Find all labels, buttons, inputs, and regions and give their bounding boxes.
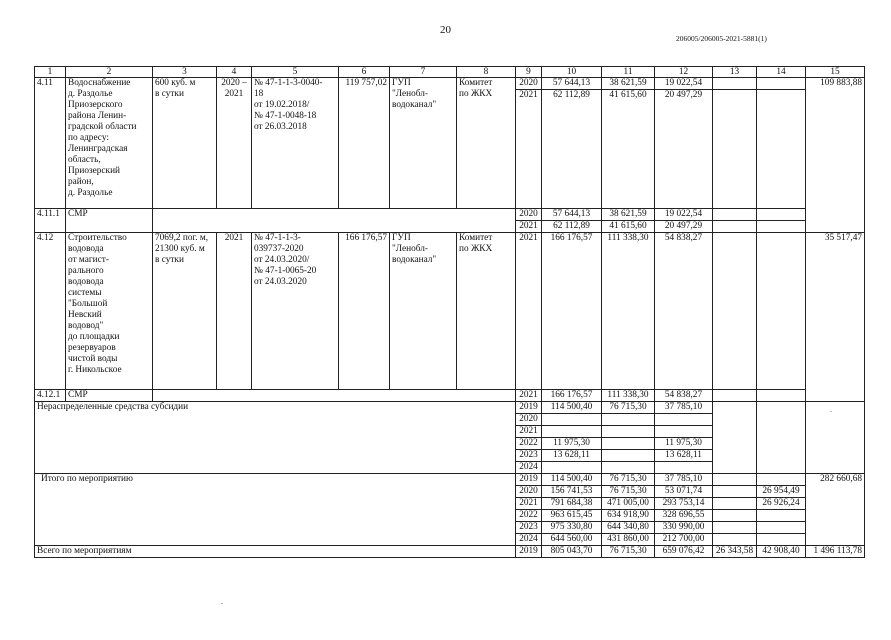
year-cell: 2024: [516, 534, 542, 546]
value-cell: 38 621,59: [602, 78, 655, 90]
year-cell: 2020: [516, 486, 542, 498]
value-cell: 76 715,30: [602, 546, 655, 558]
value-cell: 659 076,42: [655, 546, 713, 558]
value-cell: 431 860,00: [602, 534, 655, 546]
value-cell: [713, 402, 757, 474]
value-cell: [757, 209, 806, 221]
value-cell: 634 918,90: [602, 510, 655, 522]
value-cell: [655, 426, 713, 438]
item-total: 35 517,47: [806, 233, 865, 402]
value-cell: 19 022,54: [655, 78, 713, 90]
value-cell: [713, 209, 757, 221]
value-cell: [713, 486, 757, 498]
value-cell: 111 338,30: [602, 233, 655, 390]
item-committee: Комитет по ЖКХ: [457, 78, 516, 209]
header-cell: 4: [217, 67, 252, 78]
value-cell: 37 785,10: [655, 402, 713, 414]
value-cell: 11 975,30: [655, 438, 713, 450]
empty-cell: [153, 209, 516, 233]
value-cell: 76 715,30: [602, 486, 655, 498]
table-row: [35, 402, 865, 414]
header-cell: 6: [339, 67, 390, 78]
year-cell: 2019: [516, 474, 542, 486]
header-cell: 2: [66, 67, 153, 78]
item-cost: 119 757,02: [339, 78, 390, 209]
header-cell: 11: [602, 67, 655, 78]
value-cell: 166 176,57: [542, 233, 602, 390]
header-cell: 13: [713, 67, 757, 78]
value-cell: 57 644,13: [542, 78, 602, 90]
value-cell: [655, 414, 713, 426]
value-cell: 156 741,53: [542, 486, 602, 498]
value-cell: 805 043,70: [542, 546, 602, 558]
year-cell: 2022: [516, 438, 542, 450]
value-cell: 13 628,11: [655, 450, 713, 462]
value-cell: [602, 414, 655, 426]
total-all-label: Всего по мероприятиям: [35, 546, 516, 558]
value-cell: 13 628,11: [542, 450, 602, 462]
value-cell: 166 176,57: [542, 390, 602, 402]
year-cell: 2023: [516, 522, 542, 534]
value-cell: [542, 462, 602, 474]
header-cell: 9: [516, 67, 542, 78]
value-cell: [713, 90, 757, 209]
sub-item-name: СМР: [66, 390, 153, 402]
item-cost: 166 176,57: [339, 233, 390, 390]
value-cell: [542, 414, 602, 426]
year-cell: 2022: [516, 510, 542, 522]
value-cell: 42 908,40: [757, 546, 806, 558]
value-cell: 76 715,30: [602, 402, 655, 414]
year-cell: 2023: [516, 450, 542, 462]
value-cell: [713, 233, 757, 390]
value-cell: 62 112,89: [542, 90, 602, 209]
table-row: [35, 233, 865, 390]
scan-speck: [830, 411, 832, 412]
item-document: № 47-1-1-3- 039737-2020 от 24.03.2020/ № 47-1-0065-20 от 24.03.2020: [252, 233, 339, 390]
value-cell: [713, 390, 757, 402]
item-total: 109 883,88: [806, 78, 865, 233]
value-cell: 328 696,55: [655, 510, 713, 522]
value-cell: 975 330,80: [542, 522, 602, 534]
value-cell: [713, 78, 757, 90]
value-cell: 330 990,00: [655, 522, 713, 534]
scan-speck: [221, 603, 223, 604]
header-cell: 5: [252, 67, 339, 78]
item-capacity: 600 куб. м в сутки: [153, 78, 217, 209]
table-row: [35, 78, 865, 90]
year-cell: 2020: [516, 209, 542, 221]
year-cell: 2019: [516, 546, 542, 558]
value-cell: 53 071,74: [655, 486, 713, 498]
table-row: [35, 390, 865, 402]
year-cell: 2020: [516, 78, 542, 90]
total-event-sum: 282 660,68: [806, 474, 865, 546]
document-id: 206005/206005-2021-5881(1): [676, 34, 767, 43]
value-cell: 26 954,49: [757, 486, 806, 498]
value-cell: 791 684,38: [542, 498, 602, 510]
value-cell: 41 615,60: [602, 221, 655, 233]
header-cell: 1: [35, 67, 66, 78]
sub-item-number: 4.12.1: [35, 390, 66, 402]
item-name: Водоснабжение д. Раздолье Приозерского района Ленин- градской области по адресу: Ленинградская область, Приозерский район, д. Раздолье: [66, 78, 153, 209]
value-cell: 76 715,30: [602, 474, 655, 486]
value-cell: [757, 510, 806, 522]
item-document: № 47-1-1-3-0040- 18 от 19.02.2018/ № 47-1-0048-18 от 26.03.2018: [252, 78, 339, 209]
value-cell: [757, 233, 806, 390]
item-committee: Комитет по ЖКХ: [457, 233, 516, 390]
header-cell: 3: [153, 67, 217, 78]
value-cell: 54 838,27: [655, 233, 713, 390]
value-cell: [713, 474, 757, 486]
value-cell: 114 500,40: [542, 474, 602, 486]
value-cell: 20 497,29: [655, 90, 713, 209]
value-cell: 20 497,29: [655, 221, 713, 233]
value-cell: 963 615,45: [542, 510, 602, 522]
budget-table: [34, 66, 865, 558]
year-cell: 2024: [516, 462, 542, 474]
header-cell: 14: [757, 67, 806, 78]
grand-total: 1 496 113,78: [806, 546, 865, 558]
page-number: 20: [440, 24, 451, 36]
year-cell: 2021: [516, 426, 542, 438]
value-cell: [713, 534, 757, 546]
value-cell: [542, 426, 602, 438]
value-cell: 11 975,30: [542, 438, 602, 450]
value-cell: 38 621,59: [602, 209, 655, 221]
year-cell: 2019: [516, 402, 542, 414]
value-cell: [757, 522, 806, 534]
value-cell: 26 343,58: [713, 546, 757, 558]
value-cell: [602, 438, 655, 450]
value-cell: [602, 426, 655, 438]
empty-cell: [153, 390, 516, 402]
item-name: Строительство водовода от магист- рального водовода системы "Большой Невский водовод" до площадки резервуаров чистой воды г. Никольское: [66, 233, 153, 390]
value-cell: [602, 462, 655, 474]
item-customer: ГУП "Ленобл- водоканал": [390, 78, 457, 209]
value-cell: 62 112,89: [542, 221, 602, 233]
value-cell: [713, 498, 757, 510]
value-cell: [713, 221, 757, 233]
year-cell: 2021: [516, 233, 542, 390]
year-cell: 2021: [516, 498, 542, 510]
sub-item-name: СМР: [66, 209, 153, 233]
header-cell: 10: [542, 67, 602, 78]
value-cell: [757, 78, 806, 90]
item-period: 2021: [217, 233, 252, 390]
value-cell: [757, 221, 806, 233]
value-cell: 644 560,00: [542, 534, 602, 546]
table-row: [35, 209, 865, 221]
value-cell: 293 753,14: [655, 498, 713, 510]
value-cell: 54 838,27: [655, 390, 713, 402]
header-cell: 7: [390, 67, 457, 78]
year-cell: 2020: [516, 414, 542, 426]
value-cell: [602, 450, 655, 462]
value-cell: 37 785,10: [655, 474, 713, 486]
table-row: [35, 474, 865, 486]
year-cell: 2021: [516, 221, 542, 233]
value-cell: [757, 90, 806, 209]
value-cell: [757, 402, 806, 474]
item-customer: ГУП "Ленобл- водоканал": [390, 233, 457, 390]
value-cell: [655, 462, 713, 474]
value-cell: 111 338,30: [602, 390, 655, 402]
item-number: 4.11: [35, 78, 66, 209]
sub-item-number: 4.11.1: [35, 209, 66, 233]
value-cell: 41 615,60: [602, 90, 655, 209]
column-number-row: [35, 67, 865, 78]
item-capacity: 7069,2 пог. м, 21300 куб. м в сутки: [153, 233, 217, 390]
item-number: 4.12: [35, 233, 66, 390]
unallocated-label: Нераспределенные средства субсидии: [35, 402, 516, 474]
value-cell: 114 500,40: [542, 402, 602, 414]
value-cell: 212 700,00: [655, 534, 713, 546]
value-cell: [757, 534, 806, 546]
header-cell: 15: [806, 67, 865, 78]
table-row: [35, 546, 865, 558]
value-cell: [757, 390, 806, 402]
header-cell: 12: [655, 67, 713, 78]
value-cell: [806, 402, 865, 474]
year-cell: 2021: [516, 90, 542, 209]
value-cell: 26 926,24: [757, 498, 806, 510]
value-cell: [757, 474, 806, 486]
header-cell: 8: [457, 67, 516, 78]
value-cell: 471 005,00: [602, 498, 655, 510]
value-cell: [713, 510, 757, 522]
year-cell: 2021: [516, 390, 542, 402]
value-cell: 57 644,13: [542, 209, 602, 221]
value-cell: 19 022,54: [655, 209, 713, 221]
value-cell: [713, 522, 757, 534]
item-period: 2020 – 2021: [217, 78, 252, 209]
value-cell: 644 340,80: [602, 522, 655, 534]
total-event-label: Итого по мероприятию: [35, 474, 516, 546]
